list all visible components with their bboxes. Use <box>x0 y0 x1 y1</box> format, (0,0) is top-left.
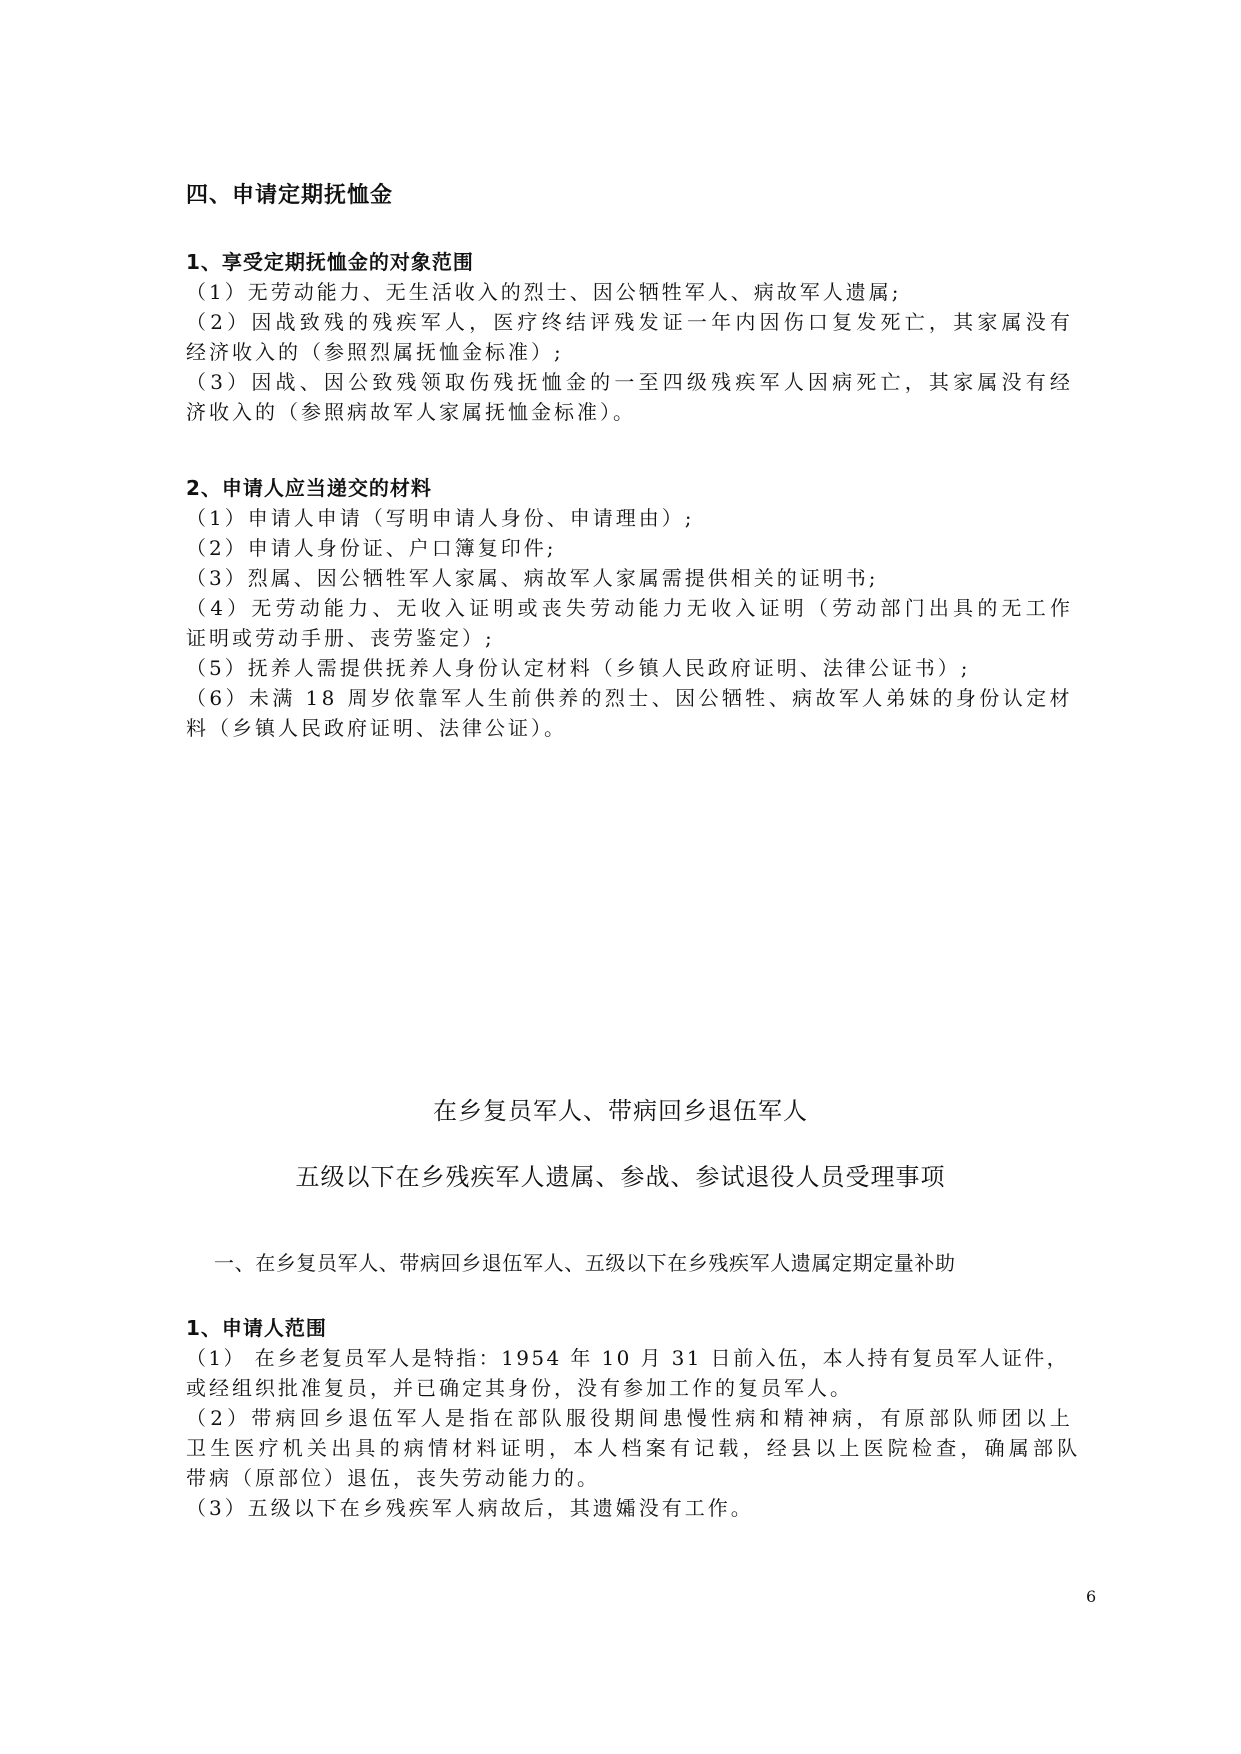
applicants-line: 卫生医疗机关出具的病情材料证明，本人档案有记载，经县以上医院检查，确属部队 <box>186 1436 1082 1460</box>
page-number: 6 <box>1086 1587 1097 1606</box>
scope-line: （3）因战、因公致残领取伤残抚恤金的一至四级残疾军人因病死亡，其家属没有经 <box>186 370 1075 394</box>
applicants-line: （2）带病回乡退伍军人是指在部队服役期间患慢性病和精神病，有原部队师团以上 <box>186 1406 1075 1430</box>
materials-line: （5）抚养人需提供抚养人身份认定材料（乡镇人民政府证明、法律公证书）; <box>186 656 971 680</box>
scope-title: 1、享受定期抚恤金的对象范围 <box>186 250 474 274</box>
scope-line: （2）因战致残的残疾军人，医疗终结评残发证一年内因伤口复发死亡，其家属没有 <box>186 310 1075 334</box>
center-title-line2: 五级以下在乡残疾军人遗属、参战、参试退役人员受理事项 <box>295 1163 946 1191</box>
materials-line: （4）无劳动能力、无收入证明或丧失劳动能力无收入证明（劳动部门出具的无工作 <box>186 596 1075 620</box>
applicants-line: （3）五级以下在乡残疾军人病故后，其遗孀没有工作。 <box>186 1496 754 1520</box>
scope-line: 济收入的（参照病故军人家属抚恤金标准）。 <box>186 400 636 424</box>
materials-line: （2）申请人身份证、户口簿复印件; <box>186 536 557 560</box>
section-heading-periodic-pension: 四、申请定期抚恤金 <box>186 183 394 208</box>
applicants-line: 带病（原部位）退伍，丧失劳动能力的。 <box>186 1466 600 1490</box>
center-title-line1: 在乡复员军人、带病回乡退伍军人 <box>433 1097 808 1125</box>
part1-heading: 一、在乡复员军人、带病回乡退伍军人、五级以下在乡残疾军人遗属定期定量补助 <box>214 1251 956 1275</box>
scope-line: （1）无劳动能力、无生活收入的烈士、因公牺牲军人、病故军人遗属; <box>186 280 902 304</box>
materials-title: 2、申请人应当递交的材料 <box>186 476 432 500</box>
materials-line: （3）烈属、因公牺牲军人家属、病故军人家属需提供相关的证明书; <box>186 566 879 590</box>
materials-line: （1）申请人申请（写明申请人身份、申请理由）; <box>186 506 695 530</box>
scope-section <box>186 247 1106 427</box>
applicants-line: （1） 在乡老复员军人是特指：1954 年 10 月 31 日前入伍，本人持有复员军人证件， <box>186 1346 1070 1370</box>
materials-line: 证明或劳动手册、丧劳鉴定）; <box>186 626 495 650</box>
materials-line: （6）未满 18 周岁依靠军人生前供养的烈士、因公牺牲、病故军人弟妹的身份认定材 <box>186 686 1073 710</box>
scope-line: 经济收入的（参照烈属抚恤金标准）; <box>186 340 564 364</box>
applicants-title: 1、申请人范围 <box>186 1316 327 1340</box>
materials-line: 料（乡镇人民政府证明、法律公证）。 <box>186 716 567 740</box>
applicants-line: 或经组织批准复员，并已确定其身份，没有参加工作的复员军人。 <box>186 1376 853 1400</box>
materials-section <box>186 473 1106 743</box>
applicants-section <box>186 1313 1106 1523</box>
